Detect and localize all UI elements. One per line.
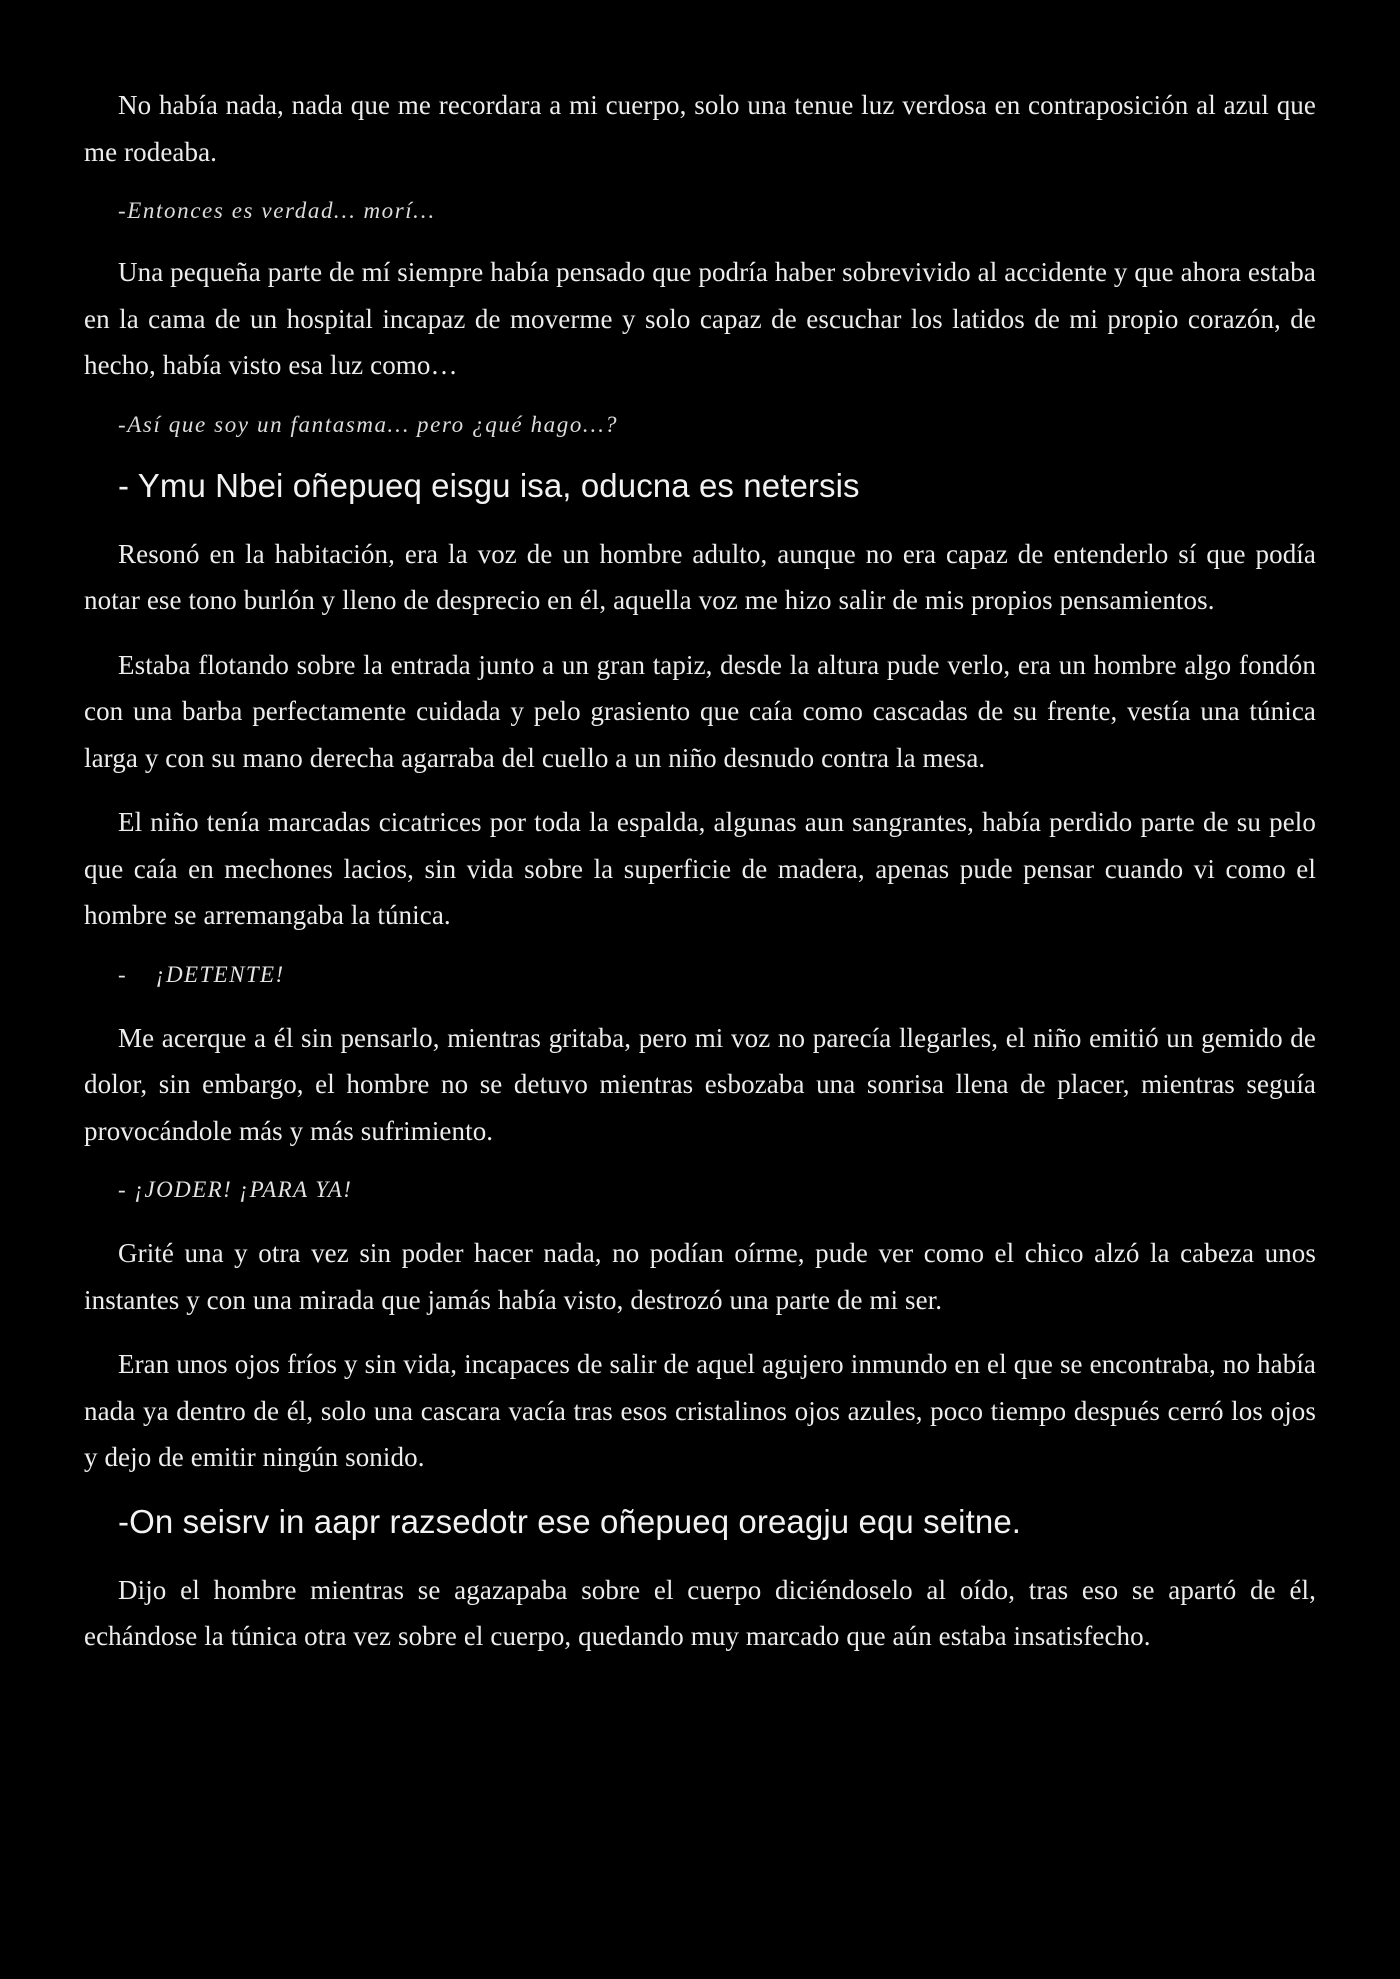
paragraph: Eran unos ojos fríos y sin vida, incapaces de salir de aquel agujero inmundo en el que se encontraba, no había nada ya dentro de él, solo una cascara vacía tras esos cristalinos ojos azules, poco tiempo después cerró los ojos y dejo de emitir ningún sonido. xyxy=(84,1349,1316,1472)
foreign-speech-line: -On seisrv in aapr razsedotr ese oñepueq oreagju equ seitne. xyxy=(118,1502,1022,1540)
paragraph: Me acerque a él sin pensarlo, mientras gritaba, pero mi voz no parecía llegarles, el niño emitió un gemido de dolor, sin embargo, el hombre no se detuvo mientras esbozaba una sonrisa llena de placer, mientras seguía provocándole más y más sufrimiento. xyxy=(84,1022,1316,1146)
paragraph: Estaba flotando sobre la entrada junto a un gran tapiz, desde la altura pude verlo, era un hombre algo fondón con una barba perfectamente cuidada y pelo grasiento que caía como cascadas de su frente, vestía una túnica larga y con su mano derecha agarraba del cuello a un niño desnudo contra la mesa. xyxy=(84,649,1316,773)
shout-line: - ¡JODER! ¡PARA YA! xyxy=(118,1177,353,1202)
inner-thought-line: -Entonces es verdad… morí… xyxy=(118,198,436,223)
inner-thought-line: -Así que soy un fantasma… pero ¿qué hago…? xyxy=(118,411,619,437)
paragraph: Grité una y otra vez sin poder hacer nada, no podían oírme, pude ver como el chico alzó la cabeza unos instantes y con una mirada que jamás había visto, destrozó una parte de mi ser. xyxy=(84,1238,1316,1315)
shout-line: - ¡DETENTE! xyxy=(118,961,285,987)
paragraph: Resonó en la habitación, era la voz de un hombre adulto, aunque no era capaz de entenderlo sí que podía notar ese tono burlón y lleno de desprecio en él, aquella voz me hizo salir de mis propios pensamientos. xyxy=(84,538,1316,615)
paragraph: Una pequeña parte de mí siempre había pensado que podría haber sobrevivido al accidente y que ahora estaba en la cama de un hospital incapaz de moverme y solo capaz de escuchar los latidos de mi propio corazón, de hecho, había visto esa luz como… xyxy=(84,257,1316,380)
document-page xyxy=(84,82,1316,1678)
paragraph: Dijo el hombre mientras se agazapaba sobre el cuerpo diciéndoselo al oído, tras eso se apartó de él, echándose la túnica otra vez sobre el cuerpo, quedando muy marcado que aún estaba insatisfecho. xyxy=(84,1574,1316,1651)
paragraph: El niño tenía marcadas cicatrices por toda la espalda, algunas aun sangrantes, había perdido parte de su pelo que caía en mechones lacios, sin vida sobre la superficie de madera, apenas pude pensar cuando vi como el hombre se arremangaba la túnica. xyxy=(84,807,1316,930)
foreign-speech-line: - Ymu Nbei oñepueq eisgu isa, oducna es netersis xyxy=(118,466,860,504)
paragraph: No había nada, nada que me recordara a mi cuerpo, solo una tenue luz verdosa en contraposición al azul que me rodeaba. xyxy=(84,90,1316,167)
